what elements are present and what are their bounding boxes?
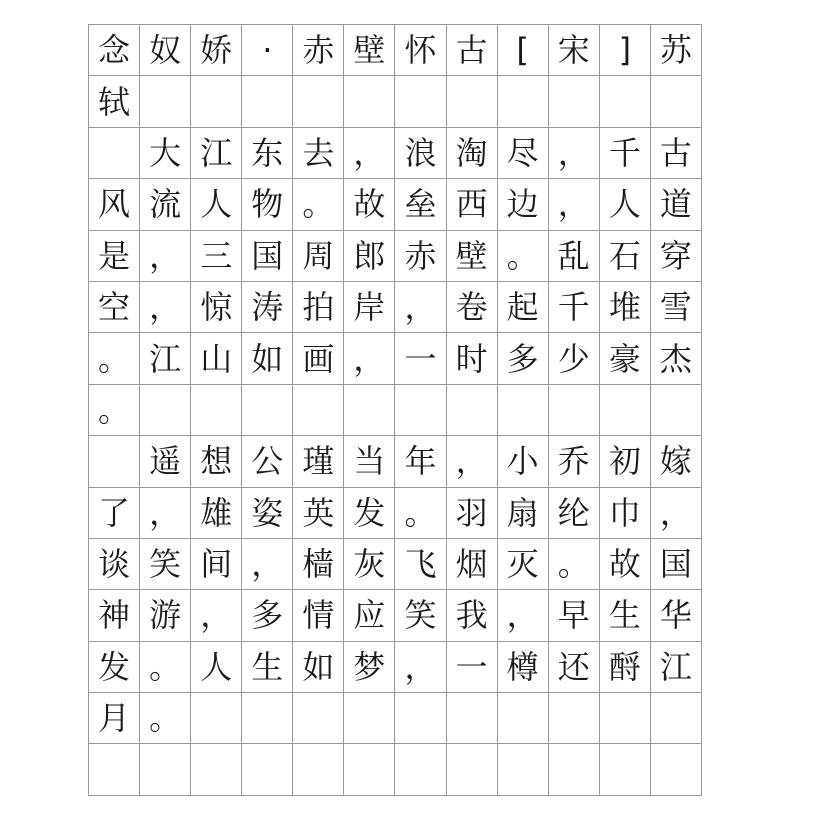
grid-cell: 时	[447, 333, 498, 384]
grid-cell: 江	[651, 642, 702, 693]
grid-cell: 。	[140, 693, 191, 744]
grid-cell: 起	[498, 282, 549, 333]
grid-cell: ，	[651, 488, 702, 539]
grid-cell: 少	[549, 333, 600, 384]
grid-cell	[600, 385, 651, 436]
grid-row	[89, 179, 702, 230]
grid-cell: 画	[293, 333, 344, 384]
grid-cell: 苏	[651, 25, 702, 76]
grid-row	[89, 25, 702, 76]
grid-cell	[498, 693, 549, 744]
grid-cell: 一	[395, 333, 446, 384]
grid-cell: 淘	[447, 128, 498, 179]
grid-cell	[651, 693, 702, 744]
grid-cell: 杰	[651, 333, 702, 384]
grid-cell: ，	[549, 128, 600, 179]
grid-cell: 瑾	[293, 436, 344, 487]
grid-cell: 尽	[498, 128, 549, 179]
grid-cell	[651, 76, 702, 127]
grid-cell: 生	[242, 642, 293, 693]
grid-cell	[395, 76, 446, 127]
grid-cell	[140, 76, 191, 127]
grid-cell	[191, 385, 242, 436]
grid-cell: 多	[242, 590, 293, 641]
grid-cell: 初	[600, 436, 651, 487]
grid-cell: ，	[549, 179, 600, 230]
grid-cell: 灭	[498, 539, 549, 590]
grid-cell: 多	[498, 333, 549, 384]
grid-cell	[651, 744, 702, 795]
grid-cell: 如	[293, 642, 344, 693]
grid-cell: 情	[293, 590, 344, 641]
grid-cell: 扇	[498, 488, 549, 539]
grid-cell: ，	[395, 282, 446, 333]
grid-cell: 年	[395, 436, 446, 487]
grid-cell	[549, 744, 600, 795]
grid-cell	[140, 744, 191, 795]
grid-cell	[242, 744, 293, 795]
grid-cell	[293, 76, 344, 127]
grid-cell: 人	[600, 179, 651, 230]
grid-cell: ·	[242, 25, 293, 76]
grid-cell: 娇	[191, 25, 242, 76]
grid-cell: 笑	[140, 539, 191, 590]
grid-cell: 羽	[447, 488, 498, 539]
grid-cell	[140, 385, 191, 436]
grid-cell: 赤	[293, 25, 344, 76]
grid-cell: 乱	[549, 231, 600, 282]
grid-cell: 游	[140, 590, 191, 641]
grid-cell: ，	[447, 436, 498, 487]
grid-cell	[651, 385, 702, 436]
grid-cell: 灰	[344, 539, 395, 590]
grid-cell: 谈	[89, 539, 140, 590]
grid-cell	[242, 76, 293, 127]
grid-row	[89, 642, 702, 693]
grid-cell	[344, 744, 395, 795]
grid-cell	[293, 385, 344, 436]
grid-cell: 东	[242, 128, 293, 179]
grid-cell	[498, 744, 549, 795]
grid-row	[89, 231, 702, 282]
grid-cell: 人	[191, 642, 242, 693]
grid-cell: 江	[140, 333, 191, 384]
grid-cell: 道	[651, 179, 702, 230]
grid-cell	[498, 76, 549, 127]
grid-cell: 发	[89, 642, 140, 693]
grid-cell	[600, 744, 651, 795]
grid-cell: 念	[89, 25, 140, 76]
grid-row	[89, 385, 702, 436]
grid-cell	[191, 693, 242, 744]
grid-cell: 山	[191, 333, 242, 384]
grid-cell: 穿	[651, 231, 702, 282]
grid-cell: 月	[89, 693, 140, 744]
grid-cell	[191, 76, 242, 127]
grid-cell	[447, 693, 498, 744]
grid-row	[89, 282, 702, 333]
grid-cell: 英	[293, 488, 344, 539]
grid-cell: 拍	[293, 282, 344, 333]
grid-cell	[447, 385, 498, 436]
grid-cell: 是	[89, 231, 140, 282]
grid-cell: 大	[140, 128, 191, 179]
grid-cell	[293, 744, 344, 795]
grid-cell: ，	[498, 590, 549, 641]
grid-cell: 垒	[395, 179, 446, 230]
grid-cell: 笑	[395, 590, 446, 641]
grid-cell: 巾	[600, 488, 651, 539]
grid-cell: 樽	[498, 642, 549, 693]
grid-cell: 生	[600, 590, 651, 641]
grid-cell: ，	[395, 642, 446, 693]
grid-cell: 江	[191, 128, 242, 179]
grid-cell	[549, 76, 600, 127]
grid-cell: 西	[447, 179, 498, 230]
grid-cell	[600, 76, 651, 127]
grid-cell	[242, 693, 293, 744]
grid-cell: 雪	[651, 282, 702, 333]
grid-cell	[549, 693, 600, 744]
grid-cell: 雄	[191, 488, 242, 539]
grid-cell: 空	[89, 282, 140, 333]
grid-cell: 了	[89, 488, 140, 539]
grid-cell: 应	[344, 590, 395, 641]
grid-cell: 早	[549, 590, 600, 641]
grid-cell: 姿	[242, 488, 293, 539]
grid-cell: 遥	[140, 436, 191, 487]
grid-cell	[549, 385, 600, 436]
grid-cell: 千	[549, 282, 600, 333]
grid-row	[89, 693, 702, 744]
grid-cell: ，	[344, 128, 395, 179]
grid-row	[89, 488, 702, 539]
grid-cell: [	[498, 25, 549, 76]
grid-cell	[89, 744, 140, 795]
grid-cell: 奴	[140, 25, 191, 76]
grid-cell: 故	[344, 179, 395, 230]
handwriting-grid-sheet	[88, 24, 702, 796]
grid-cell: 豪	[600, 333, 651, 384]
grid-cell: 周	[293, 231, 344, 282]
grid-cell: 故	[600, 539, 651, 590]
grid-cell: 石	[600, 231, 651, 282]
grid-cell: 物	[242, 179, 293, 230]
grid-cell: 酹	[600, 642, 651, 693]
grid-cell	[395, 385, 446, 436]
grid-cell	[447, 76, 498, 127]
grid-cell: 国	[651, 539, 702, 590]
grid-cell: 去	[293, 128, 344, 179]
grid-cell: ，	[140, 488, 191, 539]
grid-cell: 怀	[395, 25, 446, 76]
grid-cell: 纶	[549, 488, 600, 539]
grid-cell: 古	[651, 128, 702, 179]
grid-cell: 乔	[549, 436, 600, 487]
grid-cell: 涛	[242, 282, 293, 333]
grid-cell: 人	[191, 179, 242, 230]
grid-cell: 国	[242, 231, 293, 282]
grid-cell: 。	[89, 333, 140, 384]
grid-cell: 梦	[344, 642, 395, 693]
grid-cell: 堆	[600, 282, 651, 333]
grid-cell	[498, 385, 549, 436]
grid-cell: 岸	[344, 282, 395, 333]
grid-cell: 古	[447, 25, 498, 76]
grid-cell	[395, 693, 446, 744]
grid-cell: ，	[140, 231, 191, 282]
grid-cell: ，	[242, 539, 293, 590]
grid-cell: 惊	[191, 282, 242, 333]
grid-cell: 卷	[447, 282, 498, 333]
grid-row	[89, 436, 702, 487]
grid-cell: 。	[293, 179, 344, 230]
grid-cell: 浪	[395, 128, 446, 179]
grid-cell: 。	[140, 642, 191, 693]
grid-cell	[600, 693, 651, 744]
grid-cell: 我	[447, 590, 498, 641]
grid-cell: 流	[140, 179, 191, 230]
grid-cell: 宋	[549, 25, 600, 76]
grid-cell: 小	[498, 436, 549, 487]
grid-cell	[344, 385, 395, 436]
grid-cell: 烟	[447, 539, 498, 590]
grid-cell: 想	[191, 436, 242, 487]
grid-row	[89, 333, 702, 384]
grid-row	[89, 76, 702, 127]
grid-cell: ]	[600, 25, 651, 76]
grid-cell: 。	[89, 385, 140, 436]
grid-cell: 华	[651, 590, 702, 641]
grid-cell: 边	[498, 179, 549, 230]
grid-cell: 当	[344, 436, 395, 487]
grid-cell	[191, 744, 242, 795]
grid-row	[89, 128, 702, 179]
grid-cell: 赤	[395, 231, 446, 282]
grid-cell: 三	[191, 231, 242, 282]
grid-row	[89, 744, 702, 795]
grid-cell	[395, 744, 446, 795]
grid-cell: 壁	[447, 231, 498, 282]
grid-cell	[242, 385, 293, 436]
grid-cell: 发	[344, 488, 395, 539]
grid-cell	[293, 693, 344, 744]
grid-cell	[344, 693, 395, 744]
grid-cell: 神	[89, 590, 140, 641]
grid-cell: ，	[344, 333, 395, 384]
grid-cell	[89, 128, 140, 179]
grid-cell: 樯	[293, 539, 344, 590]
grid-row	[89, 590, 702, 641]
grid-cell: 一	[447, 642, 498, 693]
grid-cell	[89, 436, 140, 487]
grid-cell: 风	[89, 179, 140, 230]
grid-cell	[447, 744, 498, 795]
grid-cell: 如	[242, 333, 293, 384]
grid-cell: 壁	[344, 25, 395, 76]
grid-cell: 。	[549, 539, 600, 590]
grid-cell: 还	[549, 642, 600, 693]
grid-cell: 。	[498, 231, 549, 282]
grid-cell: 嫁	[651, 436, 702, 487]
grid-cell: 千	[600, 128, 651, 179]
grid-cell: 间	[191, 539, 242, 590]
grid-cell: ，	[191, 590, 242, 641]
grid-cell: 飞	[395, 539, 446, 590]
grid-row	[89, 539, 702, 590]
grid-cell: 公	[242, 436, 293, 487]
grid-cell: 轼	[89, 76, 140, 127]
grid-cell: 。	[395, 488, 446, 539]
grid-cell: 郎	[344, 231, 395, 282]
grid-cell: ，	[140, 282, 191, 333]
grid-cell	[344, 76, 395, 127]
